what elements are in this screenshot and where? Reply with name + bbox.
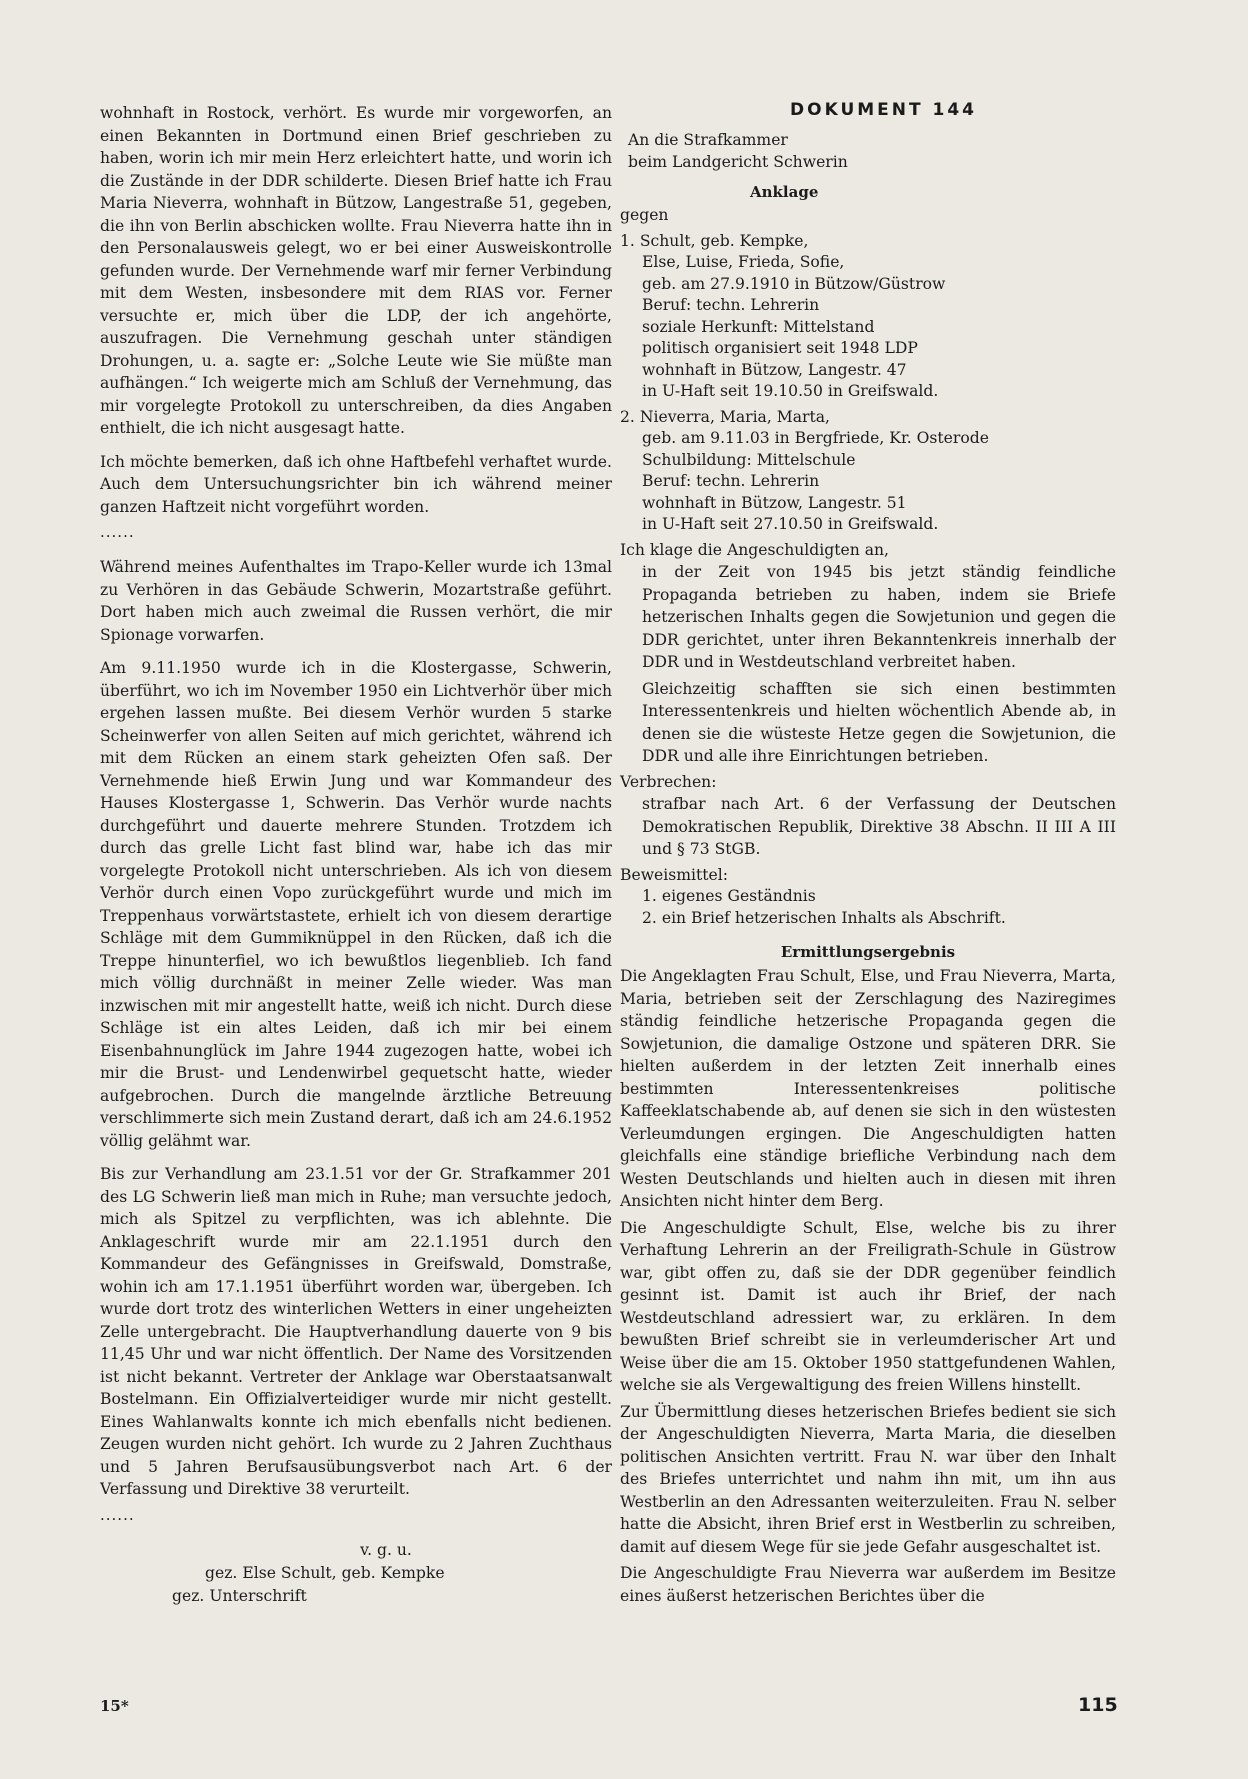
verbrechen-paragraph: strafbar nach Art. 6 der Verfassung der Deutschen Demokratischen Republik, Direktive 38 Abschn. II III A III und § 73 StGB.: [642, 795, 1116, 858]
signature-line-1: gez. Else Schult, geb. Kempke: [205, 1563, 445, 1582]
page-number: 115: [1078, 1694, 1118, 1716]
document-title: DOKUMENT 144: [790, 100, 977, 120]
charge-intro: Ich klage die Angeschuldigten an,: [620, 540, 890, 559]
defendant-2-line: wohnhaft in Bützow, Langestr. 51: [642, 493, 907, 512]
findings-paragraph-4: Die Angeschuldigte Frau Nieverra war außerdem im Besitze eines äußerst hetzerischen Berichtes über die: [620, 1564, 1116, 1605]
address-line-1: An die Strafkammer: [628, 131, 788, 149]
gegen-label: gegen: [620, 206, 669, 224]
signature-mark: 15*: [100, 1697, 129, 1715]
findings-paragraph-3: Zur Übermittlung dieses hetzerischen Briefes bedient sie sich der Angeschuldigten Nieverra, Marta Maria, die dieselben politischen Ansichten vertritt. Frau N. war über den Inhalt des Briefes unterrichtet und nahm ihn mit, um ihn aus Westberlin an den Adressanten weiterzuleiten. Frau N. selber hatte die Absicht, ihren Brief erst in Westberlin zu schreiben, damit auf diesem Wege für sie jede Gefahr ausgeschaltet ist.: [620, 1402, 1116, 1556]
defendant-1-name: 1. Schult, geb. Kempke,: [620, 231, 809, 250]
left-column: [100, 102, 612, 1608]
paragraph-1: wohnhaft in Rostock, verhört. Es wurde mir vorgeworfen, an einen Bekannten in Dortmund einen Brief geschrieben zu haben, worin ich mir mein Herz erleichtert hatte, und worin ich die Zustände in der DDR schilderte. Diesen Brief hatte ich Frau Maria Nieverra, wohnhaft in Bützow, Langestraße 51, gegeben, die ihn von Berlin abschicken wollte. Frau Nieverra hatte ihn in den Personalausweis gelegt, wo er bei einer Ausweiskontrolle gefunden wurde. Der Vernehmende warf mir ferner Verbindung mit dem Westen, insbesondere mit dem RIAS vor. Ferner versuchte er, mich über die LDP, der ich angehörte, auszufragen. Die Vernehmung geschah unter ständigen Drohungen, u. a. sagte er: „Solche Leute wie Sie müßte man aufhängen.“ Ich weigerte mich am Schluß der Vernehmung, das mir vorgelegte Protokoll zu unterschreiben, da dies Angaben enthielt, die ich nicht ausgesagt hatte.: [100, 104, 612, 437]
paragraph-4: Am 9.11.1950 wurde ich in die Klostergasse, Schwerin, überführt, wo ich im November 1950 ein Lichtverhör über mich ergehen lassen mußte. Bei diesem Verhör wurden 5 starke Scheinwerfer von allen Seiten auf mich gerichtet, während ich mit dem Rücken an einem stark geheizten Ofen saß. Der Vernehmende hieß Erwin Jung und war Kommandeur des Hauses Klostergasse 1, Schwerin. Das Verhör wurde nachts durchgeführt und dauerte mehrere Stunden. Trotzdem ich durch das grelle Licht fast blind war, habe ich das mir vorgelegte Protokoll nicht unterschrieben. Als ich von diesem Verhör durch einen Vopo zurückgeführt wurde und mich im Treppenhaus vorwärtstastete, erhielt ich von diesem derartige Schläge mit dem Gummiknüppel in den Rücken, daß ich die Treppe hinunterfiel, wo ich bewußtlos liegenblieb. Ich fand mich völlig durchnäßt in meiner Zelle wieder. Was man inzwischen mit mir angestellt hatte, weiß ich nicht. Durch diese Schläge ist ein altes Leiden, daß ich mir bei einem Eisenbahnunglück im Jahre 1944 zugezogen hatte, wobei ich mir die Brust- und Lendenwirbel gequetscht hatte, wieder aufgebrochen. Durch die mangelnde ärztliche Betreuung verschlimmerte sich mein Zustand derart, daß ich am 24.6.1952 völlig gelähmt war.: [100, 659, 612, 1150]
defendant-2-line: in U-Haft seit 27.10.50 in Greifswald.: [642, 515, 939, 533]
right-column: [620, 100, 1116, 1607]
defendant-1-line: politisch organisiert seit 1948 LDP: [642, 339, 918, 357]
defendant-2-line: Beruf: techn. Lehrerin: [642, 472, 820, 490]
evidence-item-1: 1. eigenes Geständnis: [642, 887, 816, 905]
defendant-1-line: soziale Herkunft: Mittelstand: [642, 317, 875, 336]
defendant-1-line: in U-Haft seit 19.10.50 in Greifswald.: [642, 382, 939, 400]
vgu-mark: v. g. u.: [360, 1540, 412, 1559]
paragraph-2: Ich möchte bemerken, daß ich ohne Haftbefehl verhaftet wurde. Auch dem Untersuchungsrichter bin ich während meiner ganzen Haftzeit nicht vorgeführt worden.: [100, 452, 612, 516]
defendant-1-line: Beruf: techn. Lehrerin: [642, 296, 820, 314]
ermittlung-heading: Ermittlungsergebnis: [780, 943, 956, 961]
charge-paragraph-1: in der Zeit von 1945 bis jetzt ständig feindliche Propaganda betrieben zu haben, indem sie Briefe hetzerischen Inhalts gegen die Sowjetunion und gegen die DDR gerichtet, unter ihren Bekanntenkreis innerhalb der DDR und in Westdeutschland verbreitet haben.: [642, 563, 1116, 671]
anklage-heading: Anklage: [750, 183, 819, 201]
defendant-1-line: Else, Luise, Frieda, Sofie,: [642, 253, 845, 271]
evidence-item-2: 2. ein Brief hetzerischen Inhalts als Abschrift.: [642, 908, 1006, 927]
defendant-2-name: 2. Nieverra, Maria, Marta,: [620, 407, 831, 426]
signature-line-2: gez. Unterschrift: [172, 1586, 307, 1605]
findings-paragraph-2: Die Angeschuldigte Schult, Else, welche bis zu ihrer Verhaftung Lehrerin an der Freiligrath-Schule in Güstrow war, gibt offen zu, daß sie der DDR gegenüber feindlich gesinnt ist. Damit ist auch ihr Brief, der nach Westdeutschland adressiert war, zu erklären. In dem bewußten Brief schreibt sie in verleumderischer Art und Weise über die am 15. Oktober 1950 stattgefundenen Wahlen, welche sie als Vergewaltigung des freien Willens hinstellt.: [620, 1218, 1116, 1394]
paragraph-5: Bis zur Verhandlung am 23.1.51 vor der Gr. Strafkammer 201 des LG Schwerin ließ man mich in Ruhe; man versuchte jedoch, mich als Spitzel zu verpflichten, was ich ablehnte. Die Anklageschrift wurde mir am 22.1.1951 durch den Kommandeur des Gefängnisses in Greifswald, Domstraße, wohin ich am 17.1.1951 überführt worden war, übergeben. Ich wurde dort trotz des winterlichen Wetters in einer ungeheizten Zelle untergebracht. Die Hauptverhandlung dauerte von 9 bis 11,45 Uhr und war nicht öffentlich. Der Name des Vorsitzenden ist nicht bekannt. Vertreter der Anklage war Oberstaatsanwalt Bostelmann. Ein Offizialverteidiger wurde mir nicht gestellt. Eines Wahlanwalts konnte ich mich ebenfalls nicht bedienen. Zeugen wurden nicht gehört. Ich wurde zu 2 Jahren Zuchthaus und 5 Jahren Berufsausübungsverbot nach Art. 6 der Verfassung und Direktive 38 verurteilt.: [100, 1165, 612, 1498]
defendant-1-line: geb. am 27.9.1910 in Bützow/Güstrow: [642, 274, 946, 293]
defendant-2-line: geb. am 9.11.03 in Bergfriede, Kr. Osterode: [642, 429, 989, 447]
verbrechen-label: Verbrechen:: [620, 772, 717, 791]
ellipsis-2: ......: [100, 1505, 135, 1524]
charge-paragraph-2: Gleichzeitig schafften sie sich einen bestimmten Interessentenkreis und hielten wöchentlich Abende ab, in denen sie die wüsteste Hetze gegen die Sowjetunion, die DDR und alle ihre Einrichtungen betrieben.: [642, 679, 1116, 765]
beweismittel-label: Beweismittel:: [620, 865, 729, 884]
paragraph-3: Während meines Aufenthaltes im Trapo-Keller wurde ich 13mal zu Verhören in das Gebäude Schwerin, Mozartstraße geführt. Dort haben mich auch zweimal die Russen verhört, die mir Spionage vorwarfen.: [100, 558, 612, 644]
defendant-2-line: Schulbildung: Mittelschule: [642, 450, 856, 469]
ellipsis-1: ......: [100, 523, 135, 541]
defendant-1-line: wohnhaft in Bützow, Langestr. 47: [642, 360, 907, 379]
findings-paragraph-1: Die Angeklagten Frau Schult, Else, und Frau Nieverra, Marta, Maria, betrieben seit der Zerschlagung des Naziregimes ständig feindliche hetzerische Propaganda gegen die Sowjetunion, die damalige Ostzone und späteren DRR. Sie hielten außerdem in der letzten Zeit innerhalb eines bestimmten Interessentenkreises politische Kaffeeklatschabende ab, auf denen sie sich in den wüstesten Verleumdungen ergingen. Die Angeschuldigten hatten gleichfalls eine ständige briefliche Verbindung nach dem Westen Deutschlands und hielten auch in diesen mit ihren Ansichten nicht hinter dem Berg.: [620, 967, 1116, 1210]
address-line-2: beim Landgericht Schwerin: [628, 152, 848, 171]
